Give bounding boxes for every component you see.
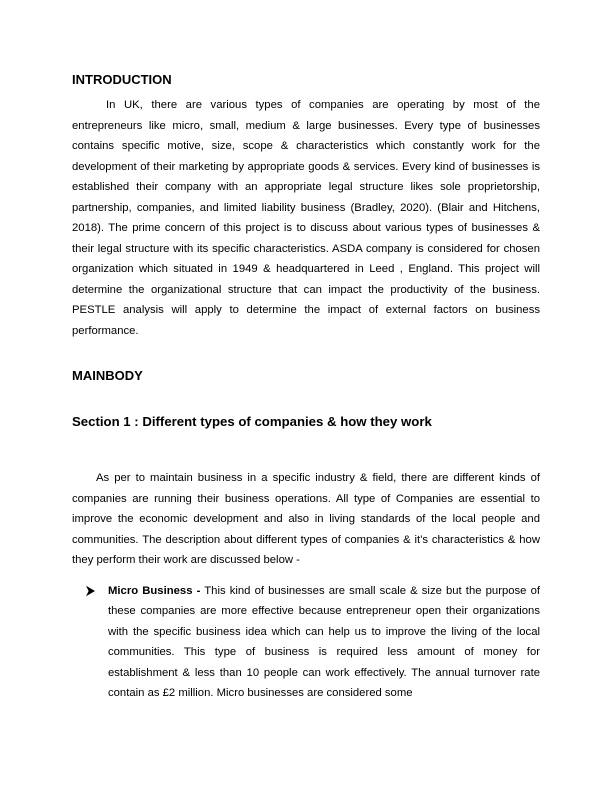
section-1-paragraph: As per to maintain business in a specific industry & field, there are different kinds of companies are running their business operations. All type of Companies are essential to improve the economic development and also in living standards of the local people and communities. The description about different types of companies & it's characteristics & how they perform their work are discussed below - <box>72 472 540 566</box>
arrow-bullet-icon <box>85 585 96 597</box>
bullet-text: This kind of businesses are small scale & size but the purpose of these companies are more effective because entrepreneur open their organizations with the specific business idea which can help us to improve the living of the local communities. This type of business is required less amount of money for establishment & less than 10 people can work effectively. The annual turnover rate contain as £2 million. Micro businesses are considered some <box>108 584 540 699</box>
mainbody-heading: MAINBODY <box>72 368 143 383</box>
bullet-item-micro-business <box>72 581 540 704</box>
bullet-title: Micro Business - <box>108 584 201 597</box>
introduction-heading: INTRODUCTION <box>72 72 172 87</box>
introduction-paragraph: In UK, there are various types of companies are operating by most of the entrepreneurs like micro, small, medium & large businesses. Every type of businesses contains specific motive, size, scope & characteristics which constantly work for the development of their marketing by appropriate goods & services. Every kind of businesses is established their company with an appropriate legal structure likes sole proprietorship, partnership, companies, and limited liability business (Bradley, 2020). (Blair and Hitchens, 2018). The prime concern of this project is to discuss about various types of businesses & their legal structure with its specific characteristics. ASDA company is considered for chosen organization which situated in 1949 & headquartered in Leed , England. This project will determine the organizational structure that can impact the productivity of the business. PESTLE analysis will apply to determine the impact of external factors on business performance. <box>72 99 540 337</box>
section-1-heading: Section 1 : Different types of companies & how they work <box>72 414 432 429</box>
page-content <box>72 72 540 704</box>
bullet-paragraph <box>108 581 540 704</box>
